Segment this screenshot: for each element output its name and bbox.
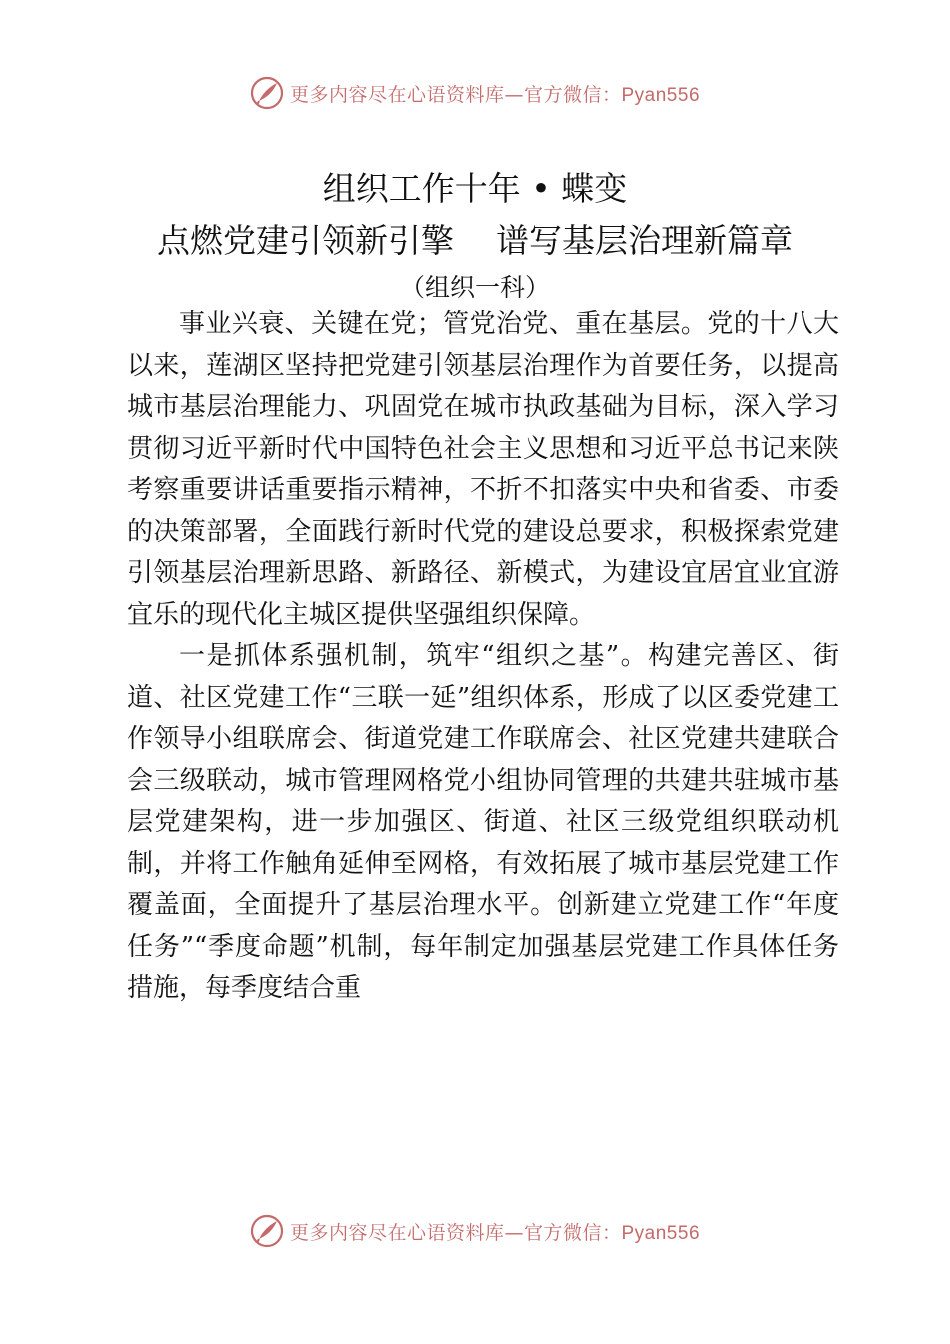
document-body [127, 304, 839, 1010]
footer-watermark [0, 1214, 950, 1248]
header-watermark [0, 76, 950, 110]
document-title: 组织工作十年 • 蝶变 [322, 169, 628, 208]
document-title-block [0, 166, 950, 306]
quill-logo-icon [250, 76, 284, 110]
watermark-label: 更多内容尽在心语资料库—官方微信：Pyan556 [289, 83, 701, 106]
quill-logo-icon [250, 1214, 284, 1248]
paragraph: 事业兴衰、关键在党；管党治党、重在基层。党的十八大以来，莲湖区坚持把党建引领基层治理作为首要任务，以提高城市基层治理能力、巩固党在城市执政基础为目标，深入学习贯彻习近平新时代中国特色社会主义思想和习近平总书记来陕考察重要讲话重要指示精神，不折不扣落实中央和省委、市委的决策部署，全面践行新时代党的建设总要求，积极探索党建引领基层治理新思路、新路径、新模式，为建设宜居宜业宜游宜乐的现代化主城区提供坚强组织保障。 [127, 309, 839, 630]
document-subtitle-heading: 点燃党建引领新引擎 谱写基层治理新篇章 [157, 221, 793, 260]
watermark-label: 更多内容尽在心语资料库—官方微信：Pyan556 [289, 1221, 701, 1244]
department-label: （组织一科） [399, 273, 550, 302]
paragraph: 一是抓体系强机制，筑牢“组织之基”。构建完善区、街道、社区党建工作“三联一延”组织体系，形成了以区委党建工作领导小组联席会、街道党建工作联席会、社区党建共建联合会三级联动，城市管理网格党小组协同管理的共建共驻城市基层党建架构，进一步加强区、街道、社区三级党组织联动机制，并将工作触角延伸至网格，有效拓展了城市基层党建工作覆盖面，全面提升了基层治理水平。创新建立党建工作“年度任务”“季度命题”机制，每年制定加强基层党建工作具体任务措施，每季度结合重 [127, 641, 839, 1003]
